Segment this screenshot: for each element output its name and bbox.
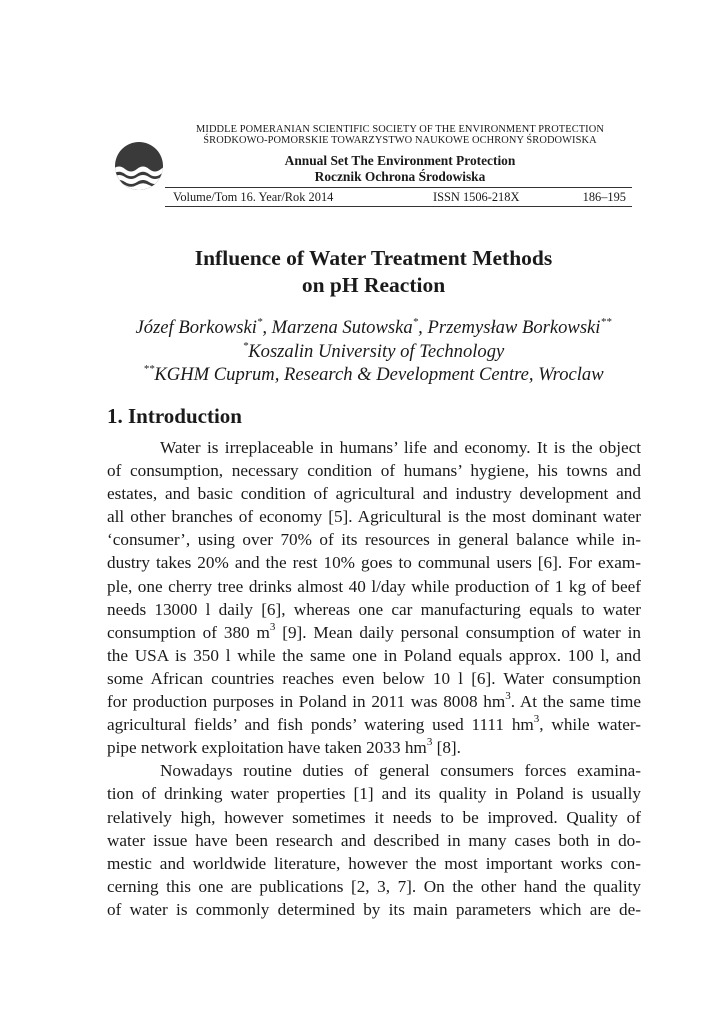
affiliation-1 — [90, 341, 657, 363]
affiliation-2 — [90, 364, 657, 386]
paragraph-line: the USA is 350 l while the same one in Poland equals approx. 100 l, and — [107, 645, 641, 665]
paragraph-line: of consumption, necessary condition of humans’ hygiene, his towns and — [107, 461, 641, 481]
affiliation-mark: * — [242, 339, 249, 352]
journal-title-pl: Rocznik Ochrona Środowiska — [314, 169, 486, 184]
journal-header — [0, 0, 725, 215]
paragraph-line: ple, one cherry tree drinks almost 40 l/day while production of 1 kg of beef — [107, 576, 641, 596]
paragraph-line: Water is irreplaceable in humans’ life and economy. It is the object — [160, 438, 641, 457]
page-range: 186–195 — [582, 190, 626, 204]
author-list: Józef Borkowski*, Marzena Sutowska*, Przemysław Borkowski** — [135, 315, 612, 338]
article-title-line2: on pH Reaction — [301, 273, 446, 297]
paragraph-line: some African countries reaches even below 10 l [6]. Water consumption — [107, 668, 641, 688]
paragraph-line: estates, and basic condition of agricultural and industry development and — [107, 484, 641, 504]
paragraph-line: Nowadays routine duties of general consumers forces examina- — [160, 761, 641, 781]
paragraph-line — [107, 713, 641, 736]
affiliation-mark: ** — [600, 315, 612, 328]
paragraph-line — [107, 736, 641, 759]
paragraph-line: all other branches of economy [5]. Agricultural is the most dominant water — [107, 507, 641, 527]
affiliation-mark: * — [412, 315, 419, 328]
paragraph-line: dustry takes 20% and the rest 10% goes to communal users [6]. For exam- — [107, 553, 641, 573]
text-run: . At the same time — [510, 692, 641, 712]
paragraph-line — [107, 621, 641, 644]
text-run: , while water- — [539, 715, 642, 735]
affiliation-mark: * — [256, 315, 263, 328]
journal-title-en: Annual Set The Environment Protection — [284, 153, 516, 168]
paragraph-line: of water is commonly determined by its main parameters which are de- — [107, 899, 641, 919]
paragraph-line: ‘consumer’, using over 70% of its resources in general balance while in- — [107, 530, 641, 550]
superscript: 3 — [426, 736, 433, 749]
body-text — [107, 436, 641, 921]
affiliation-name: KGHM Cuprum, Research & Development Centre, Wroclaw — [154, 364, 604, 385]
author-name: Przemysław Borkowski — [427, 317, 601, 338]
paragraph-line: water issue have been research and described in many cases both in do- — [107, 830, 641, 850]
society-logo-icon — [113, 140, 165, 192]
section-heading: 1. Introduction — [107, 404, 242, 428]
paragraph-line — [107, 690, 641, 713]
superscript: 3 — [533, 713, 540, 726]
paragraph-line: needs 13000 l daily [6], whereas one car manufacturing equals to water — [107, 599, 641, 619]
paragraph-line: relatively high, however sometimes it needs to be improved. Quality of — [107, 807, 641, 827]
article-title-line1: Influence of Water Treatment Methods — [194, 246, 553, 270]
volume-row — [165, 189, 632, 205]
text-run: [9]. Mean daily personal consumption of water in — [275, 622, 641, 642]
header-rule-bottom — [165, 206, 632, 207]
volume-info: Volume/Tom 16. Year/Rok 2014 — [173, 190, 334, 204]
society-name-pl: ŚRODKOWO-POMORSKIE TOWARZYSTWO NAUKOWE OCHRONY ŚRODOWISKA — [203, 135, 597, 146]
paragraph-line: tion of drinking water properties [1] and its quality in Poland is usually — [107, 784, 641, 804]
header-rule-top — [165, 187, 632, 188]
text-run: for production purposes in Poland in 2011 was 8008 hm — [107, 692, 506, 712]
paragraph-line: mestic and worldwide literature, however the most important works con- — [107, 853, 641, 873]
author-name: Józef Borkowski — [135, 317, 257, 338]
superscript: 3 — [505, 690, 511, 703]
text-run: agricultural fields’ and fish ponds’ watering used 1111 hm — [107, 715, 534, 735]
issn-info: ISSN 1506-218X — [433, 190, 520, 204]
affiliation-name: Koszalin University of Technology — [248, 341, 505, 362]
text-run: [8]. — [432, 738, 461, 758]
society-name-en: MIDDLE POMERANIAN SCIENTIFIC SOCIETY OF THE ENVIRONMENT PROTECTION — [196, 124, 604, 135]
text-run: consumption of 380 m — [107, 622, 270, 642]
text-run: pipe network exploitation have taken 2033 hm — [107, 738, 427, 758]
affiliation-mark: ** — [143, 362, 155, 375]
paragraph-line: cerning this one are publications [2, 3, 7]. On the other hand the quality — [107, 876, 641, 896]
superscript: 3 — [269, 621, 276, 634]
author-name: Marzena Sutowska — [271, 317, 413, 338]
